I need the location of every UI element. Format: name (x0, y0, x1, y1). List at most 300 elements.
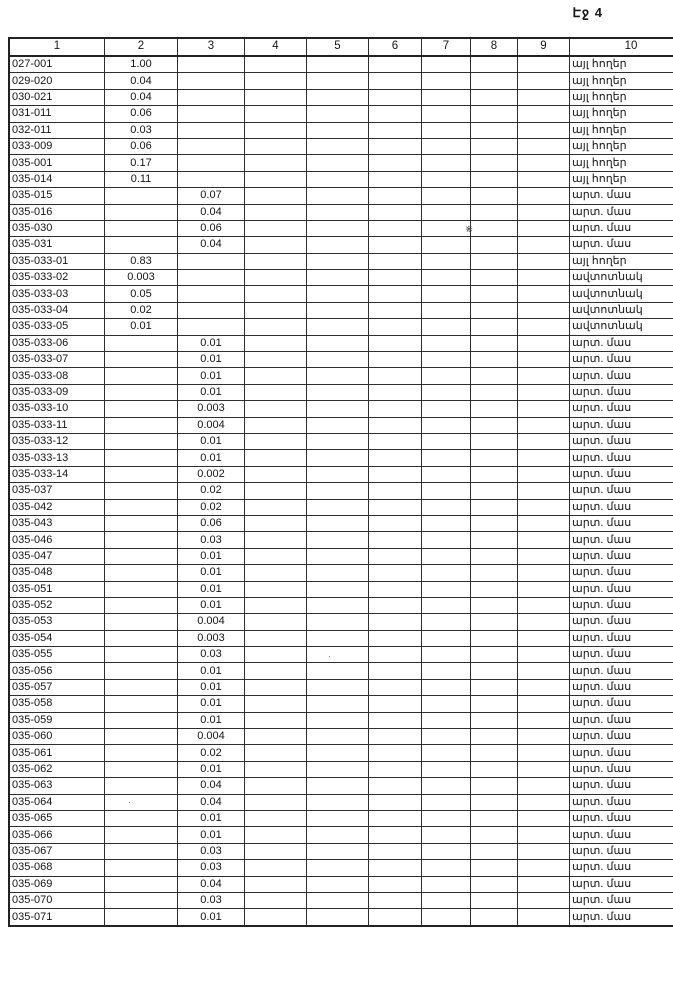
cell-col8 (471, 827, 518, 843)
cell-col2: 0.01 (105, 319, 178, 335)
cell-col8 (471, 761, 518, 777)
cell-col6 (369, 745, 422, 761)
cell-col1: 035-033-07 (9, 352, 105, 368)
cell-col10: արտ. մաս (570, 794, 673, 810)
cell-col6 (369, 515, 422, 531)
table-row (9, 171, 673, 187)
cell-col4 (245, 647, 307, 663)
cell-col4 (245, 761, 307, 777)
cell-col2 (105, 417, 178, 433)
cell-col7 (422, 352, 471, 368)
cell-col9 (518, 794, 570, 810)
cell-col5 (307, 335, 369, 351)
table-row (9, 892, 673, 908)
cell-col5 (307, 909, 369, 926)
cell-col8 (471, 401, 518, 417)
cell-col1: 035-068 (9, 860, 105, 876)
cell-col1: 035-033-13 (9, 450, 105, 466)
cell-col7 (422, 483, 471, 499)
cell-col9 (518, 532, 570, 548)
cell-col7 (422, 892, 471, 908)
cell-col4 (245, 499, 307, 515)
cell-col4 (245, 843, 307, 859)
cell-col5 (307, 745, 369, 761)
cell-col8 (471, 171, 518, 187)
cell-col6 (369, 860, 422, 876)
cell-col7 (422, 73, 471, 89)
cell-col9 (518, 647, 570, 663)
cell-col8 (471, 778, 518, 794)
table-row (9, 368, 673, 384)
cell-col1: 035-067 (9, 843, 105, 859)
cell-col2 (105, 335, 178, 351)
cell-col2: 0.06 (105, 106, 178, 122)
cell-col5 (307, 761, 369, 777)
cell-col1: 035-058 (9, 696, 105, 712)
cell-col7 (422, 433, 471, 449)
cell-col7 (422, 401, 471, 417)
cell-col7 (422, 204, 471, 220)
cell-col4 (245, 515, 307, 531)
table-row (9, 237, 673, 253)
data-table-body (9, 56, 673, 926)
cell-col6 (369, 532, 422, 548)
cell-col7 (422, 253, 471, 269)
cell-col10: արտ. մաս (570, 466, 673, 482)
cell-col6 (369, 466, 422, 482)
cell-col10: արտ. մաս (570, 581, 673, 597)
cell-col5 (307, 810, 369, 826)
cell-col4 (245, 860, 307, 876)
cell-col9 (518, 450, 570, 466)
cell-col10: արտ. մաս (570, 745, 673, 761)
cell-col1: 035-043 (9, 515, 105, 531)
cell-col5 (307, 630, 369, 646)
column-header-6: 6 (369, 38, 422, 56)
cell-col3: 0.03 (178, 892, 245, 908)
cell-col6 (369, 155, 422, 171)
cell-col5 (307, 384, 369, 400)
cell-col3: 0.01 (178, 827, 245, 843)
cell-col9 (518, 810, 570, 826)
cell-col2 (105, 401, 178, 417)
cell-col9 (518, 417, 570, 433)
cell-col6 (369, 663, 422, 679)
cell-col1: 035-033-02 (9, 270, 105, 286)
cell-col5 (307, 122, 369, 138)
cell-col6 (369, 647, 422, 663)
cell-col1: 035-054 (9, 630, 105, 646)
cell-col5 (307, 466, 369, 482)
cell-col1: 035-033-08 (9, 368, 105, 384)
cell-col10: արտ. մաս (570, 860, 673, 876)
cell-col7 (422, 794, 471, 810)
table-row (9, 515, 673, 531)
cell-col4 (245, 548, 307, 564)
cell-col10: արտ. մաս (570, 663, 673, 679)
cell-col8 (471, 860, 518, 876)
cell-col5 (307, 188, 369, 204)
cell-col8 (471, 466, 518, 482)
cell-col5 (307, 319, 369, 335)
cell-col2: 0.17 (105, 155, 178, 171)
cell-col8 (471, 89, 518, 105)
cell-col10: այլ հողեր (570, 138, 673, 154)
cell-col1: 035-037 (9, 483, 105, 499)
cell-col3 (178, 302, 245, 318)
cell-col9 (518, 171, 570, 187)
column-header-1: 1 (9, 38, 105, 56)
cell-col6 (369, 237, 422, 253)
cell-col5 (307, 778, 369, 794)
cell-col3: 0.003 (178, 401, 245, 417)
cell-col4 (245, 581, 307, 597)
cell-col1: 035-062 (9, 761, 105, 777)
cell-col10: այլ հողեր (570, 171, 673, 187)
cell-col9 (518, 712, 570, 728)
cell-col9 (518, 335, 570, 351)
cell-col10: այլ հողեր (570, 155, 673, 171)
cell-col7 (422, 663, 471, 679)
cell-col9 (518, 483, 570, 499)
table-row (9, 827, 673, 843)
cell-col1: 035-031 (9, 237, 105, 253)
cell-col2: 0.04 (105, 73, 178, 89)
cell-col2 (105, 597, 178, 613)
cell-col3: 0.004 (178, 729, 245, 745)
cell-col9 (518, 384, 570, 400)
cell-col6 (369, 220, 422, 236)
cell-col2 (105, 581, 178, 597)
cell-col4 (245, 433, 307, 449)
cell-col5 (307, 204, 369, 220)
cell-col5 (307, 647, 369, 663)
cell-col9 (518, 778, 570, 794)
cell-col10: արտ. մաս (570, 483, 673, 499)
cell-col3 (178, 286, 245, 302)
cell-col5 (307, 712, 369, 728)
cell-col9 (518, 368, 570, 384)
cell-col1: 035-033-03 (9, 286, 105, 302)
cell-col6 (369, 483, 422, 499)
cell-col3: 0.004 (178, 614, 245, 630)
cell-col8 (471, 499, 518, 515)
cell-col4 (245, 73, 307, 89)
cell-col2 (105, 696, 178, 712)
cell-col3: 0.01 (178, 384, 245, 400)
cell-col6 (369, 417, 422, 433)
cell-col2: 0.06 (105, 138, 178, 154)
cell-col5 (307, 89, 369, 105)
cell-col9 (518, 401, 570, 417)
cell-col8 (471, 647, 518, 663)
cell-col8 (471, 892, 518, 908)
cell-col5 (307, 450, 369, 466)
cell-col5 (307, 614, 369, 630)
cell-col5 (307, 597, 369, 613)
cell-col3 (178, 171, 245, 187)
cell-col2 (105, 745, 178, 761)
cell-col4 (245, 188, 307, 204)
cell-col6 (369, 171, 422, 187)
cell-col6 (369, 384, 422, 400)
cell-col7 (422, 138, 471, 154)
cell-col8 (471, 483, 518, 499)
cell-col5 (307, 155, 369, 171)
cell-col5 (307, 515, 369, 531)
cell-col2 (105, 565, 178, 581)
cell-col4 (245, 319, 307, 335)
cell-col1: 035-030 (9, 220, 105, 236)
cell-col10: այլ հողեր (570, 56, 673, 73)
cell-col2: 0.83 (105, 253, 178, 269)
table-row (9, 778, 673, 794)
cell-col8 (471, 204, 518, 220)
table-row (9, 352, 673, 368)
cell-col8 (471, 417, 518, 433)
cell-col6 (369, 138, 422, 154)
cell-col1: 035-016 (9, 204, 105, 220)
cell-col4 (245, 368, 307, 384)
cell-col3: 0.01 (178, 565, 245, 581)
scan-artifact: · (328, 652, 331, 661)
cell-col3: 0.01 (178, 679, 245, 695)
cell-col2 (105, 384, 178, 400)
table-row (9, 56, 673, 73)
cell-col3: 0.01 (178, 696, 245, 712)
cell-col9 (518, 204, 570, 220)
cell-col5 (307, 417, 369, 433)
cell-col6 (369, 794, 422, 810)
cell-col2 (105, 237, 178, 253)
cell-col9 (518, 253, 570, 269)
cell-col5 (307, 106, 369, 122)
cell-col6 (369, 630, 422, 646)
cell-col3 (178, 253, 245, 269)
cell-col1: 035-033-11 (9, 417, 105, 433)
cell-col10: այլ հողեր (570, 73, 673, 89)
cell-col4 (245, 712, 307, 728)
cell-col1: 035-055 (9, 647, 105, 663)
cell-col8 (471, 368, 518, 384)
cell-col7 (422, 745, 471, 761)
cell-col9 (518, 597, 570, 613)
cell-col5 (307, 368, 369, 384)
cell-col1: 035-059 (9, 712, 105, 728)
cell-col9 (518, 237, 570, 253)
cell-col6 (369, 73, 422, 89)
cell-col10: արտ. մաս (570, 876, 673, 892)
cell-col8 (471, 73, 518, 89)
cell-col3: 0.03 (178, 647, 245, 663)
cell-col9 (518, 745, 570, 761)
cell-col6 (369, 401, 422, 417)
cell-col8 (471, 614, 518, 630)
table-row (9, 335, 673, 351)
table-row (9, 155, 673, 171)
cell-col3: 0.01 (178, 663, 245, 679)
cell-col1: 035-033-14 (9, 466, 105, 482)
table-row (9, 548, 673, 564)
cell-col9 (518, 286, 570, 302)
cell-col9 (518, 188, 570, 204)
cell-col1: 035-065 (9, 810, 105, 826)
cell-col3: 0.01 (178, 352, 245, 368)
cell-col2 (105, 663, 178, 679)
cell-col7 (422, 729, 471, 745)
cell-col7 (422, 597, 471, 613)
cell-col6 (369, 499, 422, 515)
cell-col5 (307, 532, 369, 548)
cell-col6 (369, 892, 422, 908)
cell-col6 (369, 204, 422, 220)
cell-col2: 0.02 (105, 302, 178, 318)
cell-col5 (307, 433, 369, 449)
cell-col8 (471, 696, 518, 712)
cell-col10: արտ. մաս (570, 433, 673, 449)
cell-col7 (422, 335, 471, 351)
cell-col10: արտ. մաս (570, 204, 673, 220)
cell-col5 (307, 138, 369, 154)
table-row (9, 581, 673, 597)
cell-col9 (518, 352, 570, 368)
cell-col9 (518, 630, 570, 646)
cell-col4 (245, 401, 307, 417)
cell-col1: 035-033-09 (9, 384, 105, 400)
cell-col7 (422, 860, 471, 876)
cell-col9 (518, 106, 570, 122)
cell-col7 (422, 466, 471, 482)
cell-col3: 0.01 (178, 597, 245, 613)
cell-col1: 035-015 (9, 188, 105, 204)
page-number-label: Էջ 4 (572, 5, 603, 20)
cell-col7 (422, 761, 471, 777)
cell-col5 (307, 270, 369, 286)
cell-col4 (245, 794, 307, 810)
cell-col9 (518, 876, 570, 892)
table-row (9, 499, 673, 515)
table-header-row (9, 38, 673, 56)
cell-col5 (307, 73, 369, 89)
cell-col6 (369, 876, 422, 892)
cell-col10: արտ. մաս (570, 843, 673, 859)
table-row (9, 614, 673, 630)
cell-col7 (422, 368, 471, 384)
cell-col7 (422, 548, 471, 564)
cell-col4 (245, 237, 307, 253)
table-row (9, 433, 673, 449)
cell-col10: ավտոտնակ (570, 286, 673, 302)
cell-col5 (307, 483, 369, 499)
cell-col7 (422, 220, 471, 236)
cell-col2 (105, 761, 178, 777)
table-row (9, 188, 673, 204)
cell-col6 (369, 827, 422, 843)
cell-col8 (471, 581, 518, 597)
cell-col9 (518, 679, 570, 695)
cell-col10: արտ. մաս (570, 778, 673, 794)
table-row (9, 843, 673, 859)
cell-col3: 0.02 (178, 483, 245, 499)
cell-col2 (105, 188, 178, 204)
cell-col3 (178, 73, 245, 89)
cell-col6 (369, 335, 422, 351)
cell-col3: 0.04 (178, 778, 245, 794)
cell-col2: 0.05 (105, 286, 178, 302)
cell-col10: ավտոտնակ (570, 302, 673, 318)
cell-col4 (245, 335, 307, 351)
cell-col4 (245, 565, 307, 581)
cell-col3 (178, 89, 245, 105)
cell-col5 (307, 892, 369, 908)
cell-col5 (307, 876, 369, 892)
cell-col2: 1.00 (105, 56, 178, 73)
cell-col6 (369, 810, 422, 826)
table-row (9, 860, 673, 876)
cell-col7 (422, 270, 471, 286)
table-row (9, 761, 673, 777)
cell-col8 (471, 384, 518, 400)
cell-col3: 0.01 (178, 761, 245, 777)
cell-col2 (105, 892, 178, 908)
cell-col8 (471, 876, 518, 892)
cell-col10: արտ. մաս (570, 188, 673, 204)
cell-col1: 035-066 (9, 827, 105, 843)
cell-col7 (422, 188, 471, 204)
cell-col6 (369, 106, 422, 122)
cell-col3: 0.02 (178, 499, 245, 515)
cell-col4 (245, 729, 307, 745)
cell-col5 (307, 237, 369, 253)
cell-col1: 035-014 (9, 171, 105, 187)
cell-col9 (518, 319, 570, 335)
cell-col10: արտ. մաս (570, 712, 673, 728)
cell-col10: այլ հողեր (570, 253, 673, 269)
cell-col3: 0.02 (178, 745, 245, 761)
cell-col6 (369, 761, 422, 777)
cell-col3 (178, 138, 245, 154)
cell-col4 (245, 663, 307, 679)
cell-col5 (307, 581, 369, 597)
cell-col6 (369, 253, 422, 269)
cell-col6 (369, 56, 422, 73)
cell-col3: 0.003 (178, 630, 245, 646)
cell-col5 (307, 729, 369, 745)
cell-col2 (105, 515, 178, 531)
cell-col10: արտ. մաս (570, 417, 673, 433)
cell-col6 (369, 729, 422, 745)
cell-col3: 0.01 (178, 450, 245, 466)
cell-col1: 035-033-10 (9, 401, 105, 417)
cell-col9 (518, 433, 570, 449)
cell-col2 (105, 204, 178, 220)
cell-col9 (518, 761, 570, 777)
cell-col3: 0.04 (178, 204, 245, 220)
table-row (9, 663, 673, 679)
cell-col5 (307, 286, 369, 302)
cell-col5 (307, 663, 369, 679)
cell-col10: արտ. մաս (570, 532, 673, 548)
table-row (9, 286, 673, 302)
cell-col7 (422, 155, 471, 171)
cell-col6 (369, 188, 422, 204)
cell-col8 (471, 565, 518, 581)
cell-col7 (422, 614, 471, 630)
table-row (9, 630, 673, 646)
cell-col2 (105, 433, 178, 449)
cell-col8 (471, 794, 518, 810)
cell-col8 (471, 188, 518, 204)
